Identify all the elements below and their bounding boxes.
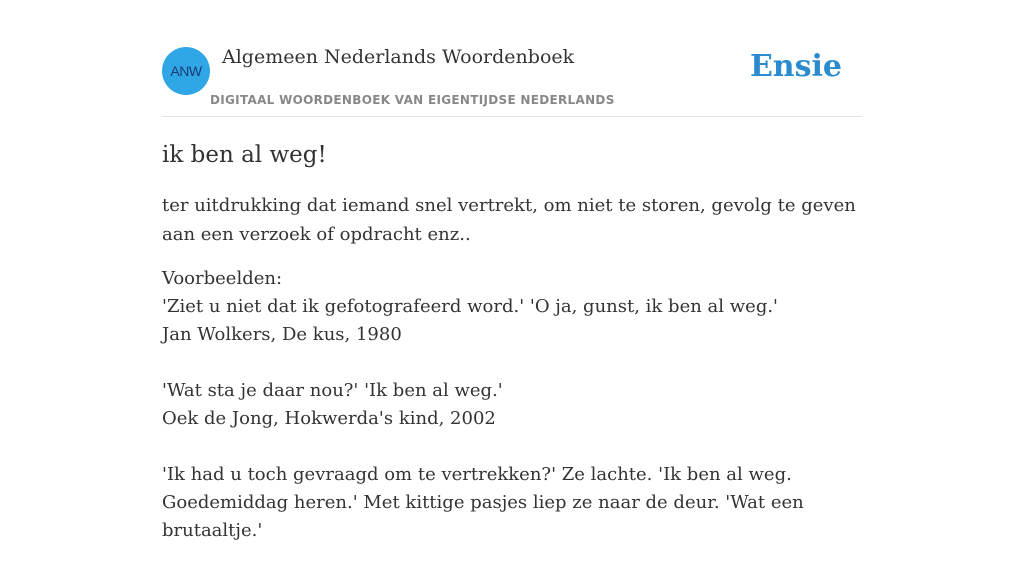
example-source: Oek de Jong, Hokwerda's kind, 2002 <box>162 408 496 429</box>
site-header <box>162 40 862 117</box>
examples-section <box>162 265 862 545</box>
entry-headword: ik ben al weg! <box>162 142 327 168</box>
example-quote: 'Ziet u niet dat ik gefotografeerd word.' 'O ja, gunst, ik ben al weg.' <box>162 296 779 317</box>
example-source: Jan Wolkers, De kus, 1980 <box>162 324 402 345</box>
example-item <box>162 293 862 349</box>
entry-definition: ter uitdrukking dat iemand snel vertrekt, om niet te storen, gevolg te geven aan een verzoek of opdracht enz.. <box>162 195 856 245</box>
site-title-link[interactable]: Algemeen Nederlands Woordenboek <box>222 46 575 68</box>
example-item <box>162 377 862 433</box>
example-quote: 'Ik had u toch gevraagd om te vertrekken?' Ze lachte. 'Ik ben al weg. Goedemiddag heren.' Met kittige pasjes liep ze naar de deur. 'Wat een brutaaltje.' <box>162 464 804 541</box>
example-item <box>162 461 862 545</box>
example-quote: 'Wat sta je daar nou?' 'Ik ben al weg.' <box>162 380 503 401</box>
entry-content <box>162 135 862 573</box>
anw-logo[interactable] <box>162 47 210 95</box>
anw-logo-text: ANW <box>170 63 202 79</box>
ensie-brand-link[interactable]: Ensie <box>749 49 842 84</box>
examples-label: Voorbeelden: <box>162 268 283 289</box>
site-subtitle: DIGITAAL WOORDENBOEK VAN EIGENTIJDSE NEDERLANDS <box>210 93 615 107</box>
